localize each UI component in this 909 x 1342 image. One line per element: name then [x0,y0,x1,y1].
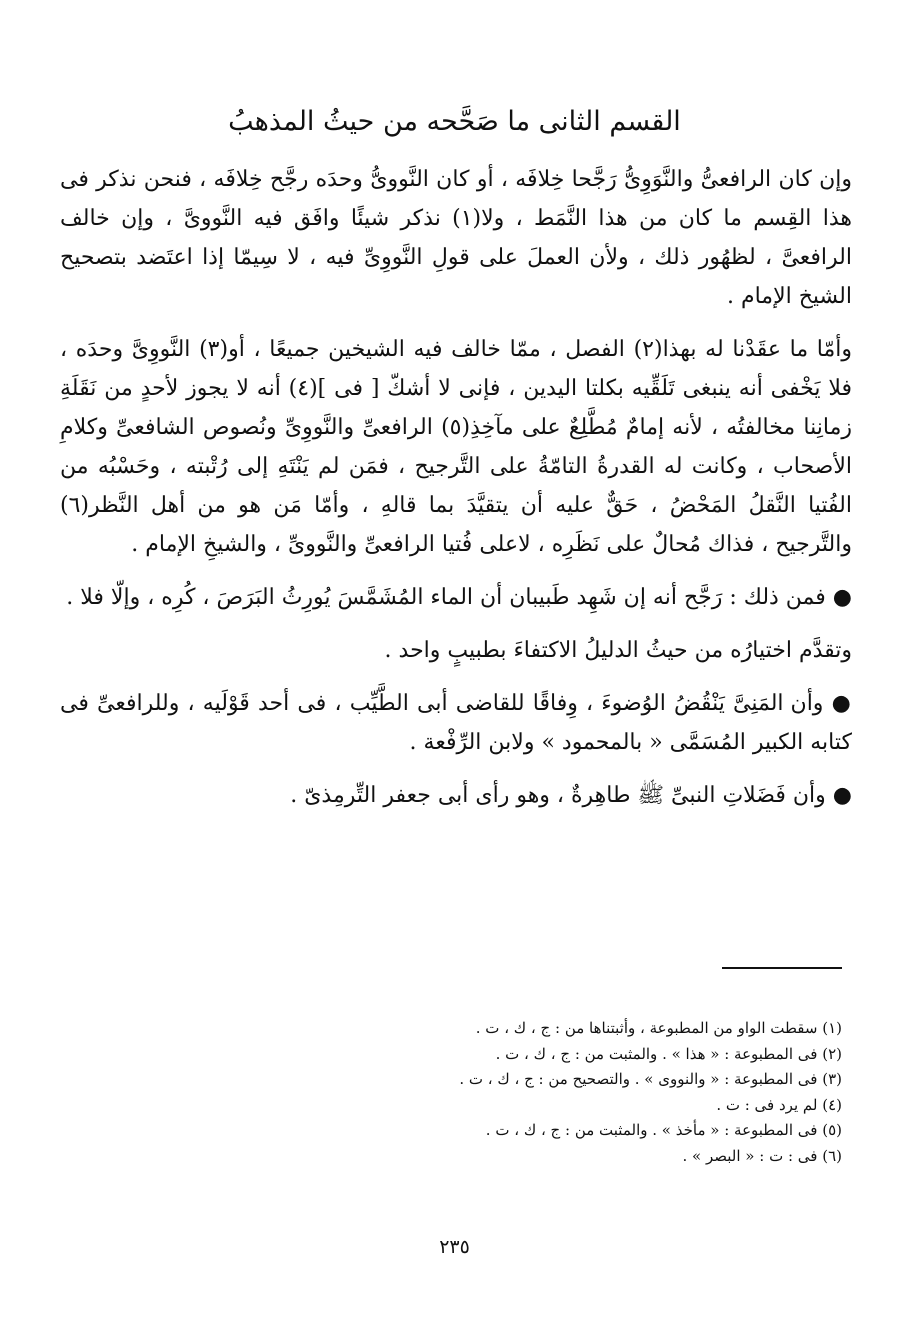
bullet-item-2: ● وأن المَنِىَّ يَنْقُضُ الوُضوءَ ، وِفاقًا للقاضى أبى الطَّيِّب ، فى أحد قَوْلَيه ، وللرافعىِّ فى كتابه الكبير المُسَمَّى « بالمحمود » ولابن الرِّفْعة . [60,684,852,762]
footnote-4: (٤) لم يرد فى : ت . [716,1095,842,1114]
footnote-5: (٥) فى المطبوعة : « مأخذ » . والمثبت من : ج ، ك ، ت . [485,1121,842,1139]
bullet-continuation: وتقدَّم اختيارُه من حيثُ الدليلُ الاكتفاءَ بطبيبٍ واحد . [384,638,852,663]
bullet-item-1: ● فمن ذلك : رَجَّح أنه إن شَهِد طَبيبان أن الماء المُشَمَّسَ يُورِثُ البَرَصَ ، كُرِه ، وإلّا فلا . [60,578,852,617]
main-text [60,160,852,829]
footnote-3: (٣) فى المطبوعة : « والنووى » . والتصحيح من : ج ، ك ، ت . [459,1070,842,1088]
page-number: ٢٣٥ [439,1236,470,1258]
footnote-2: (٢) فى المطبوعة : « هذا » . والمثبت من : ج ، ك ، ت . [495,1044,842,1063]
paragraph-2: وأمّا ما عقَدْنا له بهذا(٢) الفصل ، ممّا خالف فيه الشيخين جميعًا ، أو(٣) النَّووِىَّ وحدَه ، فلا يَخْفى أنه ينبغى تَلَقِّيه بكلتا اليدين ، فإنى لا أشكّ [ فى ](٤) أنه لا يجوز لأحدٍ من نَقَلَةِ زمانِنا مخالفتُه ، لأنه إمامٌ مُطَّلِعٌ على مآخِذِ(٥) الرافعىِّ والنَّووِىِّ ونُصوص الشافعىِّ وكلامِ الأصحاب ، وكانت له القدرةُ التامّةُ على التَّرجيح ، فمَن لم يَنْتَهِ إلى رُتْبته ، وحَسْبُه من الفُتيا النَّقلُ المَحْضُ ، حَقٌّ عليه أن يتقيَّدَ بما قالهِ ، وأمّا مَن هو من أهل النَّظر(٦) والتَّرجيح ، فذاك مُحالٌ على نَظَرِه ، لاعلى فُتيا الرافعىِّ والنَّووىِّ ، والشيخِ الإمام . [60,337,852,557]
footnote-6: (٦) فى : ت : « البصر » . [682,1146,842,1165]
footnote-1: (١) سقطت الواو من المطبوعة ، وأثبتناها من : ج ، ك ، ت . [475,1019,842,1037]
bullet-item-3: ● وأن فَضَلاتِ النبىِّ ﷺ طاهِرةٌ ، وهو رأى أبى جعفر التِّرمِذىّ . [60,776,852,815]
section-heading: القسم الثانى ما صَحَّحه من حيثُ المذهبُ [228,106,681,137]
footnotes [150,1016,842,1169]
footnote-divider [722,967,842,969]
paragraph-1: وإن كان الرافعىُّ والنَّوَوِىُّ رَجَّحا خِلافَه ، أو كان النَّووىُّ وحدَه رجَّح خِلافَه ، فنحن نذكر فى هذا القِسم ما كان من هذا النَّمَط ، ولا(١) نذكر شيئًا وافَق فيه النَّووىَّ ، وإن خالف الرافعىَّ ، لظهُور ذلك ، ولأن العملَ على قولِ النَّووِىِّ فيه ، لا سِيمّا إذا اعتَضد بتصحيح الشيخ الإمام . [60,167,852,309]
